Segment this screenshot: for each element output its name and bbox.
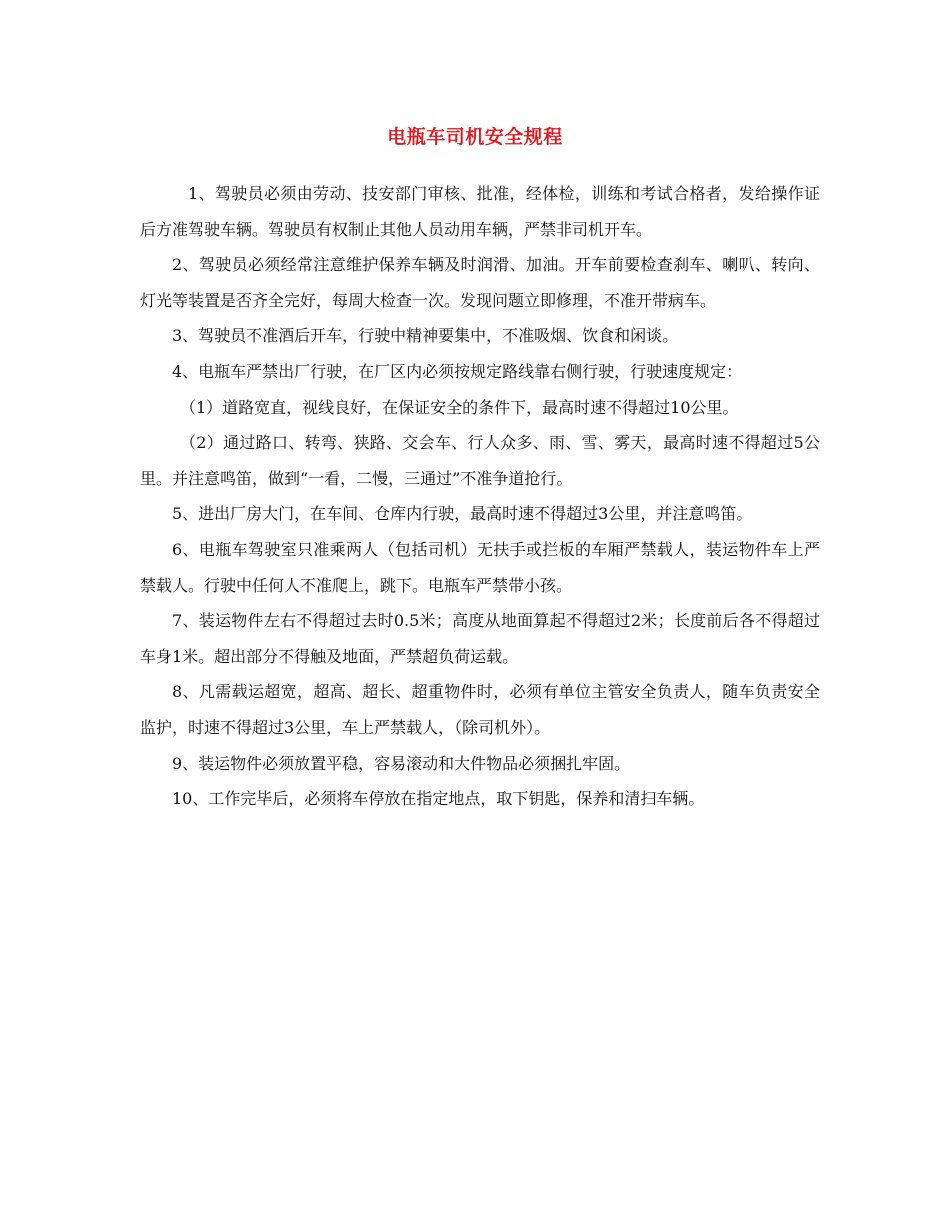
- document-title: 电瓶车司机安全规程: [387, 126, 563, 148]
- rule-paragraph-9: 9、装运物件必须放置平稳，容易滚动和大件物品必须捆扎牢固。: [172, 753, 631, 773]
- document-body: [140, 176, 820, 817]
- rule-paragraph-6: 6、电瓶车驾驶室只准乘两人（包括司机）无扶手或拦板的车厢严禁载人，装运物件车上严禁载人。行驶中任何人不准爬上，跳下。电瓶车严禁带小孩。: [140, 539, 820, 595]
- rule-paragraph-4: 4、电瓶车严禁出厂行驶，在厂区内必须按规定路线靠右侧行驶，行驶速度规定：: [172, 361, 743, 381]
- rule-paragraph-5: 5、进出厂房大门，在车间、仓库内行驶，最高时速不得超过3公里，并注意鸣笛。: [172, 504, 753, 524]
- rule-paragraph-3: 3、驾驶员不准酒后开车，行驶中精神要集中，不准吸烟、饮食和闲谈。: [172, 326, 679, 346]
- rule-paragraph-2: 2、驾驶员必须经常注意维护保养车辆及时润滑、加油。开车前要检查刹车、喇叭、转向、灯光等装置是否齐全完好，每周大检查一次。发现问题立即修理，不准开带病车。: [140, 255, 820, 310]
- rule-subitem-2: （2）通过路口、转弯、狭路、交会车、行人众多、雨、雪、雾天，最高时速不得超过5公里。并注意鸣笛，做到“一看，二慢，三通过”不准争道抢行。: [140, 433, 820, 488]
- rule-paragraph-1: 1、驾驶员必须由劳动、技安部门审核、批准，经体检，训练和考试合格者，发给操作证后方准驾驶车辆。驾驶员有权制止其他人员动用车辆，严禁非司机开车。: [140, 184, 820, 239]
- rule-paragraph-10: 10、工作完毕后，必须将车停放在指定地点，取下钥匙，保养和清扫车辆。: [172, 789, 705, 809]
- rule-paragraph-7: 7、装运物件左右不得超过去时0.5米；高度从地面算起不得超过2米；长度前后各不得超过车身1米。超出部分不得触及地面，严禁超负荷运载。: [140, 611, 820, 666]
- rule-paragraph-8: 8、凡需载运超宽，超高、超长、超重物件时，必须有单位主管安全负责人，随车负责安全监护，时速不得超过3公里，车上严禁载人，（除司机外）。: [140, 682, 820, 737]
- rule-subitem-1: （1）道路宽直，视线良好，在保证安全的条件下，最高时速不得超过10公里。: [180, 397, 739, 417]
